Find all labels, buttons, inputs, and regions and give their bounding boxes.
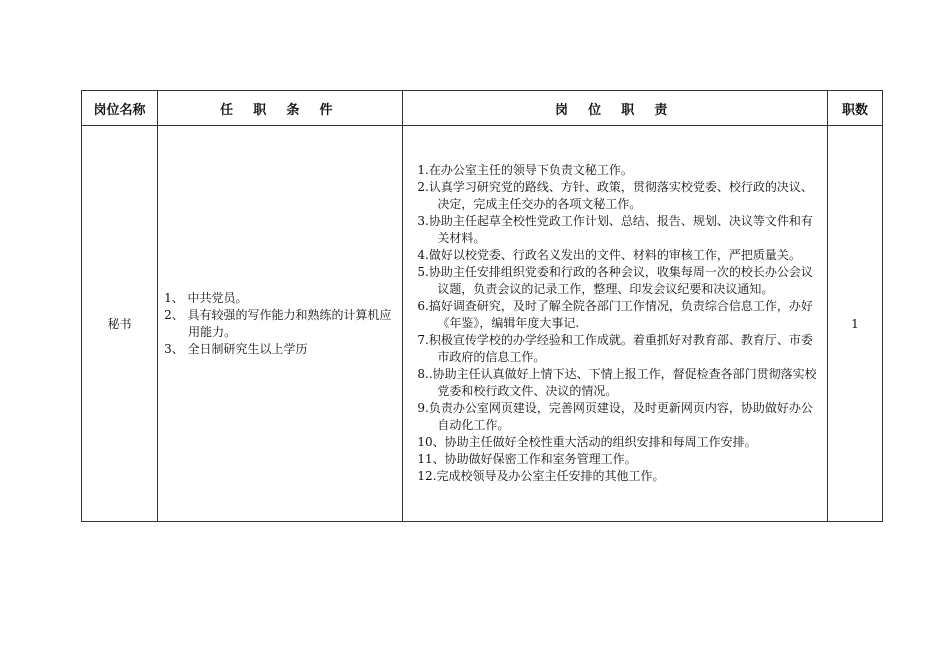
duty-item: 2.认真学习研究党的路线、方针、政策，贯彻落实校党委、校行政的决议、决定，完成主任交办的各项文秘工作。 (417, 180, 813, 211)
header-duties: 岗 位 职 责 (403, 91, 828, 126)
requirement-item: 2、 具有较强的写作能力和熟练的计算机应用能力。 (164, 307, 392, 339)
header-position-name: 岗位名称 (82, 91, 158, 126)
duties-cell (403, 126, 828, 522)
duty-item: 8..协助主任认真做好上情下达、下情上报工作，督促检查各部门贯彻落实校党委和校行政文件、决议的情况。 (417, 367, 817, 398)
duty-item: 12.完成校领导及办公室主任安排的其他工作。 (417, 469, 665, 483)
duty-item: 5.协助主任安排组织党委和行政的各种会议，收集每周一次的校长办公会议议题，负责会议的记录工作，整理、印发会议纪要和决议通知。 (417, 265, 813, 296)
duty-item: 10、协助主任做好全校性重大活动的组织安排和每周工作安排。 (417, 435, 757, 449)
duty-item: 3.协助主任起草全校性党政工作计划、总结、报告、规划、决议等文件和有关材料。 (417, 214, 813, 245)
requirement-item: 1、 中共党员。 (164, 290, 248, 305)
requirement-item: 3、 全日制研究生以上学历 (164, 341, 308, 356)
requirements-cell (158, 126, 403, 522)
position-name-cell: 秘书 (82, 126, 158, 522)
duties-list (403, 162, 827, 485)
duty-item: 7.积极宣传学校的办学经验和工作成就。着重抓好对教育部、教育厅、市委市政府的信息工作。 (417, 333, 813, 364)
duty-item: 9.负责办公室网页建设，完善网页建设，及时更新网页内容，协助做好办公自动化工作。 (417, 401, 813, 432)
header-requirements: 任 职 条 件 (158, 91, 403, 126)
duty-item: 11、协助做好保密工作和室务管理工作。 (417, 452, 637, 466)
header-count: 职数 (827, 91, 882, 126)
header-row (82, 91, 883, 126)
job-table (81, 90, 883, 522)
duty-item: 4.做好以校党委、行政名义发出的文件、材料的审核工作，严把质量关。 (417, 248, 801, 262)
table-row (82, 126, 883, 522)
count-cell: 1 (827, 126, 882, 522)
duty-item: 6.搞好调查研究，及时了解全院各部门工作情况，负责综合信息工作，办好《年鉴》，编辑年度大事记. (417, 299, 813, 330)
duty-item: 1.在办公室主任的领导下负责文秘工作。 (417, 163, 633, 177)
requirements-list (158, 290, 402, 358)
